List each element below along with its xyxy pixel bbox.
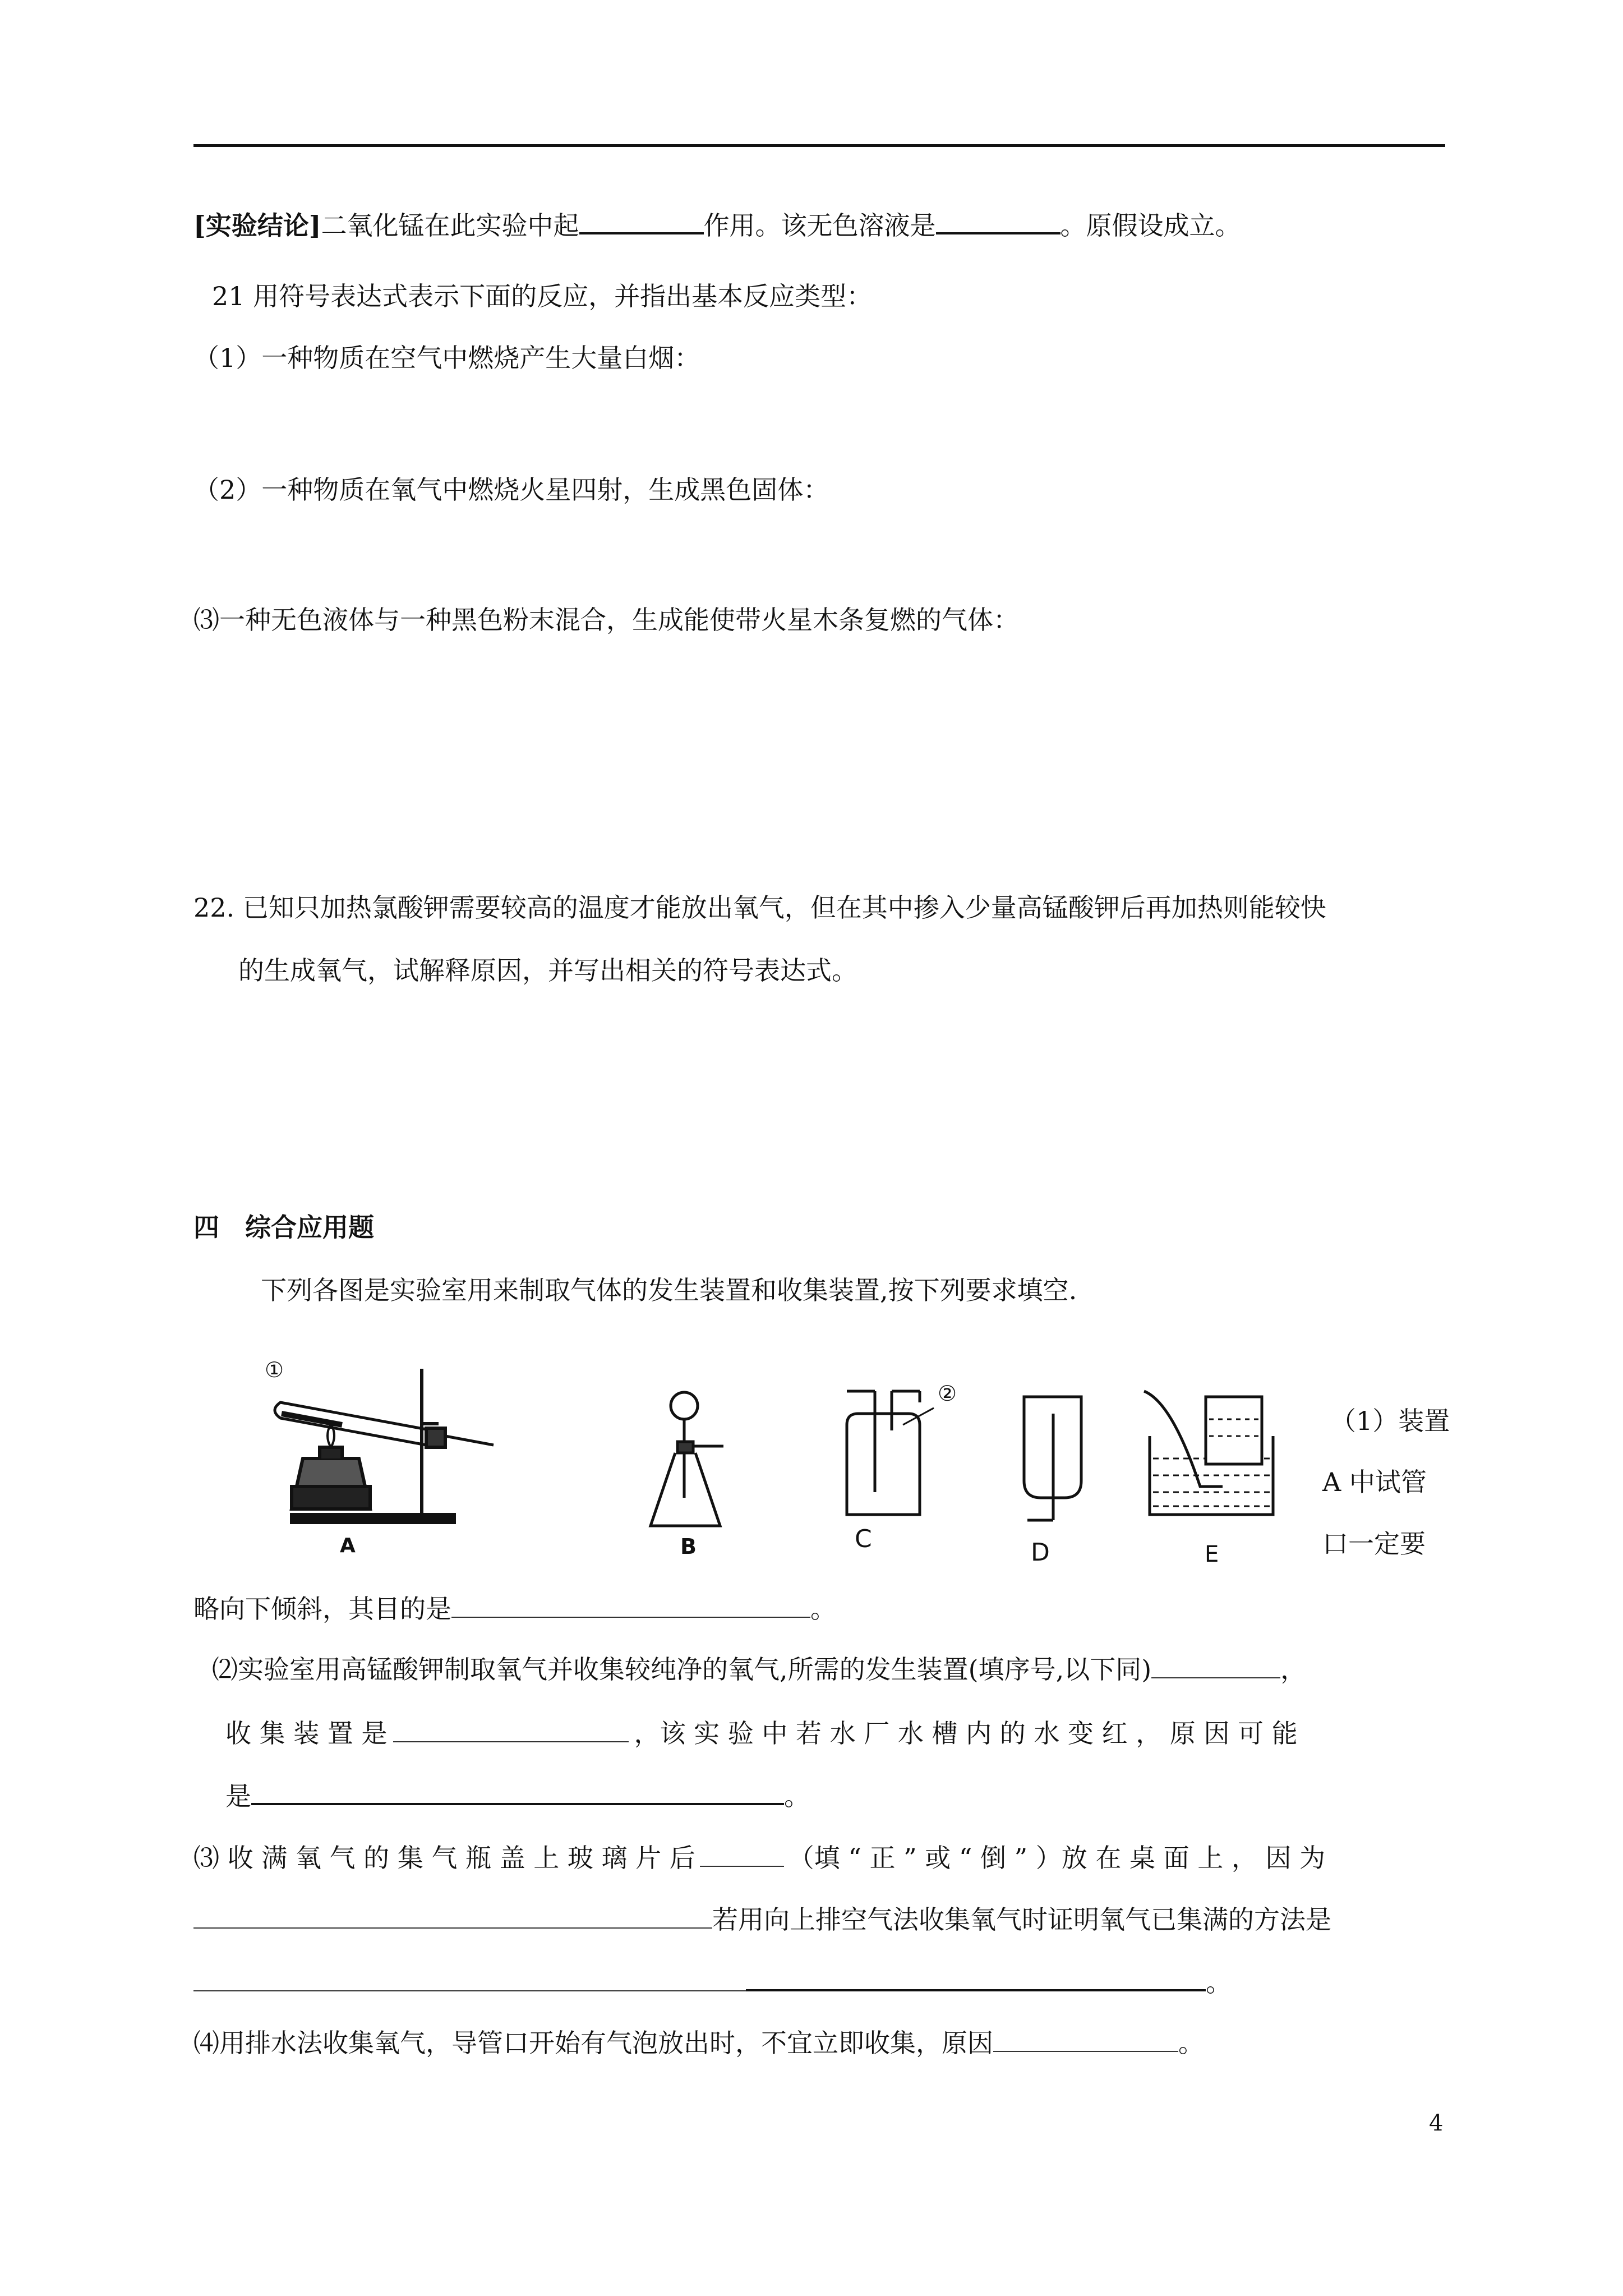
q22-line-2: 的生成氧气，试解释原因，并写出相关的符号表达式。 (238, 955, 857, 986)
conclusion-text-2: 作用。该无色溶液是 (703, 210, 936, 241)
q21-part-3: ⑶一种无色液体与一种黑色粉末混合，生成能使带火星木条复燃的气体： (193, 605, 1019, 635)
q1-text: 略向下倾斜，其目的是 (193, 1594, 451, 1624)
q4-end: 。 (1178, 2028, 1204, 2058)
blank-q3-reason[interactable] (193, 1903, 712, 1929)
apparatus-b-drawing (645, 1386, 729, 1537)
section-4-title: 四 综合应用题 (193, 1212, 374, 1243)
conclusion-text-1: 二氧化锰在此实验中起 (321, 210, 579, 241)
blank-q2-collector[interactable] (393, 1717, 629, 1742)
apparatus-label-d: D (1031, 1538, 1050, 1567)
q21-part-1: （1）一种物质在空气中燃烧产生大量白烟： (193, 343, 700, 373)
q3-line-3 (193, 1964, 1232, 1999)
blank-catalyst-role[interactable] (579, 208, 704, 234)
q2-line-1 (212, 1653, 1306, 1686)
blank-q3-method-b[interactable] (746, 1964, 1206, 1991)
marker-2: ② (938, 1381, 957, 1406)
q2-text-3a: 是 (225, 1781, 251, 1811)
apparatus-label-b: B (680, 1534, 697, 1559)
blank-q1-purpose[interactable] (451, 1592, 810, 1618)
q2-line1-end: ， (1280, 1654, 1307, 1685)
q1-side-line-1: （1）装置 (1330, 1406, 1450, 1436)
q2-line-2 (225, 1717, 1298, 1750)
q22-line-1: 22. 已知只加热氯酸钾需要较高的温度才能放出氧气，但在其中掺入少量高锰酸钾后再加热则能较快 (193, 892, 1326, 923)
q1-end: 。 (810, 1594, 836, 1624)
q3-text-2: 若用向上排空气法收集氧气时证明氧气已集满的方法是 (712, 1904, 1331, 1935)
marker-1: ① (265, 1358, 284, 1382)
blank-q4-reason[interactable] (993, 2026, 1178, 2052)
apparatus-e-drawing (1138, 1380, 1279, 1526)
q4-text: ⑷用排水法收集氧气，导管口开始有气泡放出时，不宜立即收集，原因 (193, 2028, 993, 2058)
header-rule (193, 144, 1445, 147)
apparatus-label-c: C (855, 1525, 872, 1553)
blank-q3-orientation[interactable] (700, 1841, 784, 1867)
apparatus-c-drawing (836, 1380, 937, 1520)
q2-line3-end: 。 (784, 1781, 810, 1811)
conclusion-line (193, 208, 1241, 242)
apparatus-label-a: A (340, 1534, 356, 1557)
conclusion-tag: [实验结论] (193, 210, 321, 241)
q2-text-1: ⑵实验室用高锰酸钾制取氧气并收集较纯净的氧气,所需的发生装置(填序号,以下同) (212, 1654, 1152, 1685)
q2-line-3 (225, 1778, 810, 1813)
conclusion-text-3: 。原假设成立。 (1060, 210, 1241, 241)
q3-text-1a: ⑶ 收 满 氧 气 的 集 气 瓶 盖 上 玻 璃 片 后 (193, 1843, 695, 1873)
apparatus-label-e: E (1205, 1542, 1219, 1567)
q3-line-2 (193, 1903, 1331, 1936)
q21-stem: 21 用符号表达式表示下面的反应，并指出基本反应类型： (212, 281, 873, 311)
q3-text-1b: （填 “ 正 ” 或 “ 倒 ” ）放 在 桌 面 上 ， 因 为 (788, 1843, 1326, 1873)
section-4-intro: 下列各图是实验室用来制取气体的发生装置和收集装置,按下列要求填空. (261, 1275, 1077, 1305)
blank-q2-generator[interactable] (1151, 1653, 1280, 1678)
q21-part-2: （2）一种物质在氧气中燃烧火星四射，生成黑色固体： (193, 475, 829, 505)
blank-solution-name[interactable] (936, 208, 1061, 234)
blank-q3-method-a[interactable] (193, 1966, 746, 1991)
q3-line-1 (193, 1841, 1325, 1875)
q1-side-line-2: A 中试管 (1322, 1467, 1427, 1497)
q1-continuation (193, 1592, 836, 1626)
q3-line3-end: 。 (1206, 1967, 1232, 1998)
apparatus-a-drawing (258, 1358, 505, 1537)
q2-text-2a: 收 集 装 置 是 (225, 1718, 388, 1749)
page-number: 4 (1429, 2110, 1444, 2136)
q4-line (193, 2026, 1204, 2060)
apparatus-d-drawing (1016, 1391, 1089, 1520)
blank-q2-reason[interactable] (251, 1778, 784, 1805)
q1-side-line-3: 口一定要 (1322, 1529, 1426, 1559)
q2-text-2b: ，该 实 验 中 若 水 厂 水 槽 内 的 水 变 红 ， 原 因 可 能 (634, 1718, 1298, 1749)
